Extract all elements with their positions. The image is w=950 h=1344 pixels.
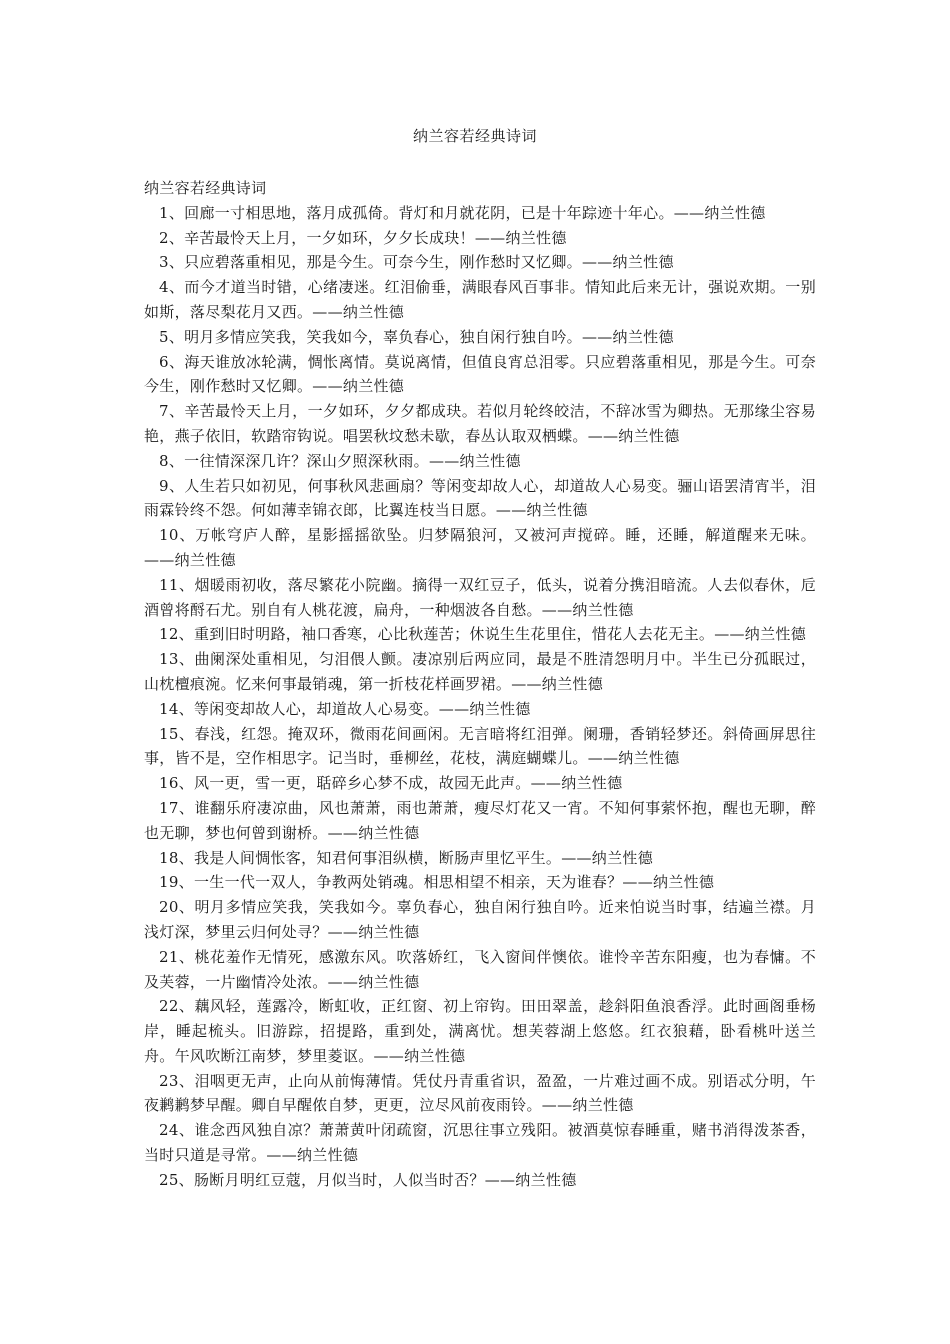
poem-entry: 12、重到旧时明路，袖口香寒，心比秋莲苦；休说生生花里住，惜花人去花无主。——纳兰性德 — [159, 625, 806, 644]
poem-entry: 16、风一更，雪一更，聒碎乡心梦不成，故园无此声。——纳兰性德 — [159, 774, 623, 793]
poem-entry: 21、桃花羞作无情死，感激东风。吹落娇红，飞入窗间伴懊依。谁怜辛苦东阳瘦，也为春慵。不及芙蓉，一片幽情冷处浓。——纳兰性德 — [144, 947, 816, 991]
poem-entry: 3、只应碧落重相见，那是今生。可奈今生，刚作愁时又忆卿。——纳兰性德 — [159, 253, 674, 272]
poem-entry: 23、泪咽更无声，止向从前悔薄情。凭仗丹青重省识，盈盈，一片难过画不成。别语忒分明，午夜鹣鹣梦早醒。卿自早醒侬自梦，更更，泣尽风前夜雨铃。——纳兰性德 — [144, 1071, 816, 1115]
poem-entry: 13、曲阑深处重相见，匀泪偎人颤。凄凉别后两应同，最是不胜清怨明月中。半生已分孤眠过，山枕檀痕涴。忆来何事最销魂，第一折枝花样画罗裙。——纳兰性德 — [144, 650, 816, 693]
poem-entry: 24、谁念西风独自凉？萧萧黄叶闭疏窗，沉思往事立残阳。被酒莫惊春睡重，赌书消得泼茶香，当时只道是寻常。——纳兰性德 — [144, 1121, 816, 1165]
poem-entry: 9、人生若只如初见，何事秋风悲画扇？等闲变却故人心，却道故人心易变。骊山语罢清宵半，泪雨霖铃终不怨。何如薄幸锦衣郎，比翼连枝当日愿。——纳兰性德 — [144, 476, 816, 520]
poem-entry: 14、等闲变却故人心，却道故人心易变。——纳兰性德 — [159, 699, 531, 718]
poem-entry: 20、明月多情应笑我，笑我如今。辜负春心，独自闲行独自吟。近来怕说当时事，结遍兰襟。月浅灯深，梦里云归何处寻？——纳兰性德 — [144, 898, 816, 941]
poem-entry: 25、肠断月明红豆蔻，月似当时，人似当时否？——纳兰性德 — [159, 1170, 577, 1189]
poem-entry: 10、万帐穹庐人醉，星影摇摇欲坠。归梦隔狼河，又被河声搅碎。睡，还睡，解道醒来无味。——纳兰性德 — [144, 526, 816, 569]
poem-entry: 19、一生一代一双人，争教两处销魂。相思相望不相亲，天为谁春？——纳兰性德 — [159, 873, 715, 892]
poem-entry: 6、海天谁放冰轮满，惆怅离情。莫说离情，但值良宵总泪零。只应碧落重相见，那是今生。可奈今生，刚作愁时又忆卿。——纳兰性德 — [144, 352, 816, 396]
document-title: 纳兰容若经典诗词 — [412, 127, 537, 145]
poem-entry: 2、辛苦最怜天上月，一夕如环，夕夕长成玦！——纳兰性德 — [159, 228, 567, 247]
poem-entry: 1、回廊一寸相思地，落月成孤倚。背灯和月就花阴，已是十年踪迹十年心。——纳兰性德 — [159, 203, 766, 222]
poem-entry: 17、谁翻乐府凄凉曲，风也萧萧，雨也萧萧，瘦尽灯花又一宵。不知何事萦怀抱，醒也无聊，醉也无聊，梦也何曾到谢桥。——纳兰性德 — [144, 798, 816, 842]
poem-entry: 18、我是人间惆怅客，知君何事泪纵横，断肠声里忆平生。——纳兰性德 — [159, 848, 653, 867]
poem-list — [144, 201, 816, 1193]
poem-entry: 15、春浅，红怨。掩双环，微雨花间画闲。无言暗将红泪弹。阑珊，香销轻梦还。斜倚画屏思往事，皆不是，空作相思字。记当时，垂柳丝，花枝，满庭蝴蝶儿。——纳兰性德 — [144, 724, 816, 768]
poem-entry: 5、明月多情应笑我，笑我如今，辜负春心，独自闲行独自吟。——纳兰性德 — [159, 327, 674, 346]
poem-entry: 11、烟暖雨初收，落尽繁花小院幽。摘得一双红豆子，低头，说着分携泪暗流。人去似春休，卮酒曾将酹石尤。别自有人桃花渡，扁舟，一种烟波各自愁。——纳兰性德 — [144, 575, 816, 619]
poem-entry: 7、辛苦最怜天上月，一夕如环，夕夕都成玦。若似月轮终皎洁，不辞冰雪为卿热。无那缘尘容易艳，燕子依旧，软踏帘钩说。唱罢秋坟愁未歇，春丛认取双栖蝶。——纳兰性德 — [144, 402, 816, 445]
poem-entry: 8、一往情深深几许？深山夕照深秋雨。——纳兰性德 — [159, 451, 521, 470]
document-body — [144, 176, 816, 1193]
document-subtitle: 纳兰容若经典诗词 — [144, 179, 267, 197]
poem-entry: 22、藕风轻，莲露冷，断虹收，正红窗、初上帘钩。田田翠盖，趁斜阳鱼浪香浮。此时画阁垂杨岸，睡起梳头。旧游踪，招提路，重到处，满离忧。想芙蓉湖上悠悠。红衣狼藉，卧看桃叶送兰舟。午风吹断江南梦，梦里菱讴。——纳兰性德 — [144, 997, 816, 1065]
poem-entry: 4、而今才道当时错，心绪凄迷。红泪偷垂，满眼春风百事非。情知此后来无计，强说欢期。一别如斯，落尽梨花月又西。——纳兰性德 — [144, 278, 816, 321]
